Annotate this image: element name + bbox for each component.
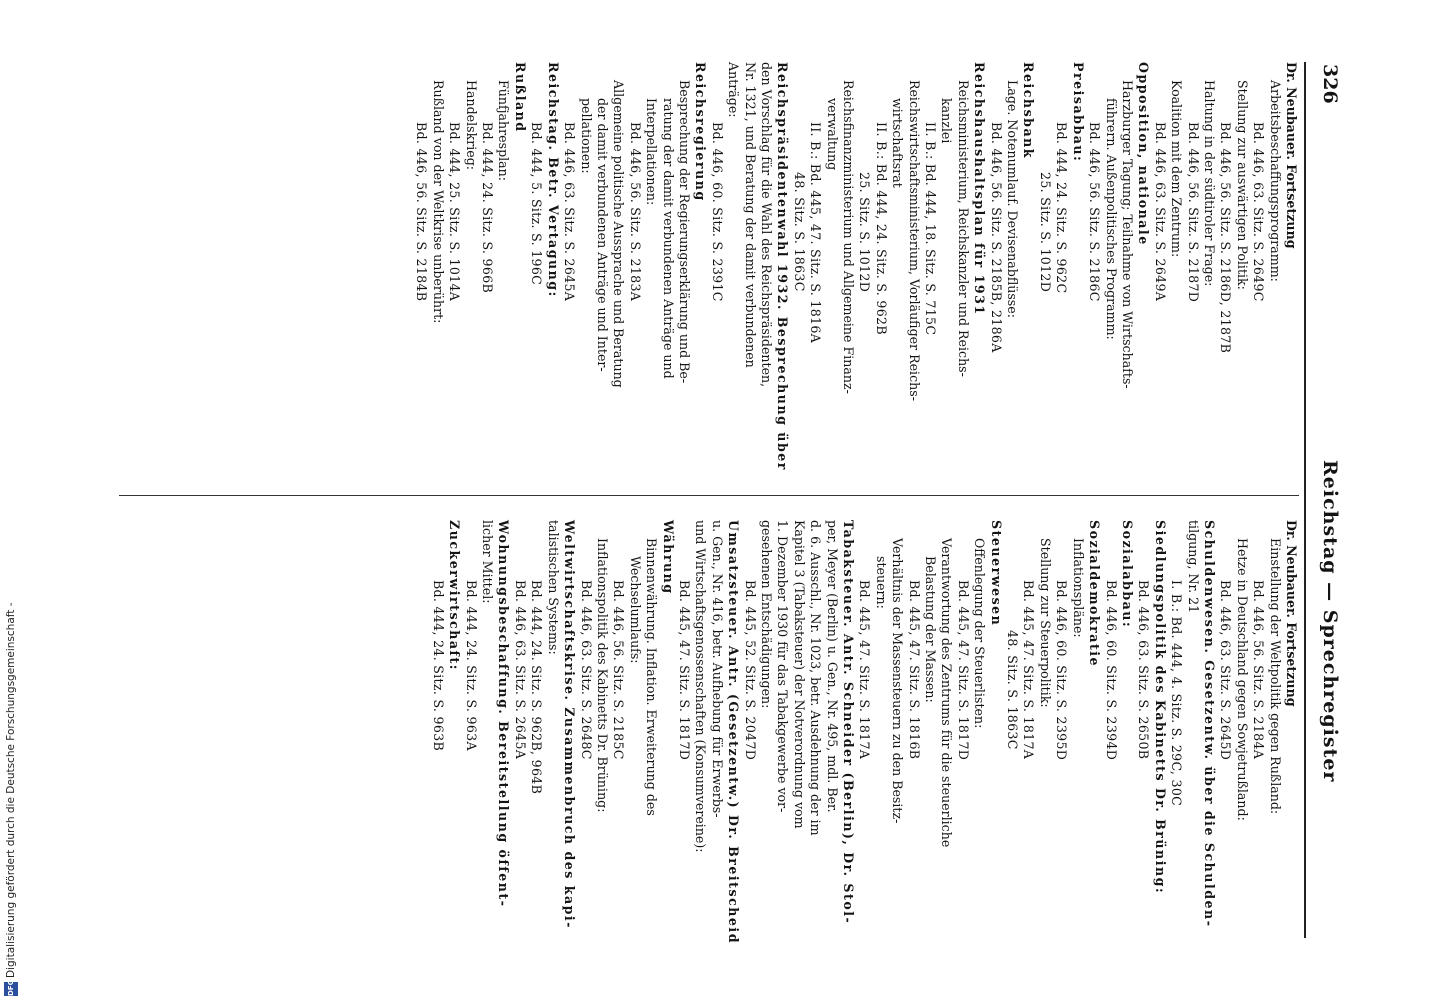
index-line: 1. Dezember 1930 für das Tabakgewerbe vor- [775, 520, 791, 813]
index-line: Zuckerwirtschaft: [447, 520, 463, 671]
index-line: Bd. 446, 56. Sitz. S. 2187D [1185, 122, 1201, 303]
index-line: Belastung der Massen: [923, 556, 939, 703]
index-line: Verhältnis der Massensteuern zu den Besitz- [890, 538, 906, 824]
index-line: Umsatzsteuer. Antr. (Gesetzentw.) Dr. Breitscheid [726, 520, 742, 945]
index-line: Inflationspolitik des Kabinetts Dr. Brüning: [594, 538, 610, 813]
index-line: Binnenwährung. Inflation. Erweiterung des [644, 538, 660, 816]
index-line: Handelskrieg: [463, 80, 479, 171]
index-line: Bd. 445, 47. Sitz. S. 1817A [857, 580, 873, 760]
index-line: Offenlegung der Steuerlisten: [972, 538, 988, 729]
index-line: Bd. 446, 60. Sitz. S. 2394D [1103, 580, 1119, 761]
index-line: Bd. 446, 63. Sitz. S. 2645A [512, 580, 528, 760]
index-line: Bd. 446, 56. Sitz. S. 2183A [627, 122, 643, 302]
index-line: Reichsbank [1021, 62, 1037, 160]
index-line: Bd. 446, 56. Sitz. S. 2185C [611, 580, 627, 760]
index-line: pellationen: [578, 98, 594, 174]
index-line: Bd. 444, 24. Sitz. S. 963B [430, 580, 446, 752]
index-line: Stellung zur Steuerpolitik: [1037, 538, 1053, 708]
index-line: II. B.: Bd. 444, 18. Sitz. S. 715C [923, 122, 939, 336]
index-line: Bd. 444, 25. Sitz. S. 1014A [447, 122, 463, 302]
index-line: Reichsregierung [693, 62, 709, 202]
index-line: Dr. Neubauer. Fortsetzung [1284, 520, 1299, 707]
index-line: Bd. 446, 63. Sitz. S. 2648C [578, 580, 594, 760]
index-line: Haltung in der südtiroler Frage: [1201, 80, 1217, 287]
index-line: Kapitel 3 (Tabaksteuer) der Notverordnung vom [791, 520, 807, 829]
index-line: Dr. Neubauer. Fortsetzung [1284, 62, 1299, 249]
index-line: Sozialdemokratie [1087, 520, 1103, 668]
index-line: Anträge: [726, 62, 742, 118]
index-line: d. 6. Ausschl., Nr. 1023, betr. Ausdehnung der im [808, 520, 824, 836]
index-line: Bd. 446, 63. Sitz. S. 2649A [1152, 122, 1168, 302]
left-column [413, 62, 1299, 482]
index-line: Bd. 446, 56. Sitz. S. 2186D, 2187B [1218, 122, 1234, 354]
index-line: Preisabbau: [1070, 62, 1086, 163]
index-line: I. B.: Bd. 444, 4. Sitz. S. 29C, 30C [1169, 580, 1185, 807]
index-line: Bd. 446, 63. Sitz. S. 2649C [1251, 122, 1267, 302]
index-line: Verantwortung des Zentrums für die steuerliche [939, 538, 955, 848]
index-line: Einstellung der Weltpolitik gegen Rußland: [1267, 538, 1283, 815]
index-line: Währung [660, 520, 676, 595]
index-line: Rußland von der Weltkrise unberührt: [430, 80, 446, 324]
index-line: Wechselumlaufs: [627, 556, 643, 664]
index-line: II. B.: Bd. 445, 47. Sitz. S. 1816A [808, 122, 824, 344]
index-line: tilgung, Nr. 21 [1185, 520, 1201, 614]
index-line: Reichspräsidentenwahl 1932. Besprechung über [775, 62, 791, 471]
index-line: Bd. 446, 60. Sitz. S. 2395D [1054, 580, 1070, 761]
index-line: Fünfjahresplan: [496, 80, 512, 182]
index-line: Rußland [512, 62, 528, 133]
index-line: Lage. Notenumlauf. Devisenabflüsse: [1005, 80, 1021, 318]
index-line: Besprechung der Regierungserklärung und Be- [676, 80, 692, 384]
index-line: Bd. 444, 24. Sitz. S. 966B [480, 122, 496, 294]
index-line: Bd. 446, 60. Sitz. S. 2391C [709, 122, 725, 302]
index-line: gesehenen Entschädigungen: [759, 520, 774, 709]
index-line: 25. Sitz. S. 1012D [857, 172, 873, 293]
index-line: Sozialabbau: [1119, 520, 1135, 629]
index-line: 25. Sitz. S. 1012D [1037, 172, 1053, 293]
index-line: den Vorschlag für die Wahl des Reichspräsidenten, [759, 62, 774, 388]
footer-text: Digitalisierung gefördert durch die Deutsche Forschungsgemeinschaft - [5, 602, 17, 978]
footer [2, 0, 20, 996]
index-line: Bd. 444, 5. Sitz. S. 196C [529, 122, 545, 286]
index-line: Bd. 446, 56. Sitz. S. 2185B, 2186A [988, 122, 1004, 353]
index-line: Bd. 445, 47. Sitz. S. 1817A [1021, 580, 1037, 760]
page-title: Reichstag — Sprechregister [1319, 460, 1341, 783]
index-line: Reichsministerium, Reichskanzler und Reichs- [955, 80, 971, 377]
index-line: Bd. 444, 24. Sitz. S. 962B, 964B [529, 580, 545, 795]
index-line: und Wirtschaftsgenossenschaften (Konsumvereine): [693, 520, 709, 853]
index-line: Bd. 445, 52. Sitz. S. 2047D [742, 580, 758, 761]
index-line: kanzlei [939, 98, 955, 144]
dfg-logo-icon: DFG [4, 982, 18, 996]
index-line: der damit verbundenen Anträge und Inter- [594, 98, 610, 372]
index-line: Opposition, nationale [1136, 62, 1152, 246]
index-line: u. Gen., Nr. 416, betr. Aufhebung für Erwerbs- [709, 520, 725, 818]
index-line: Siedlungspolitik des Kabinetts Dr. Brüning: [1152, 520, 1168, 895]
index-line: Bd. 444, 24. Sitz. S. 962C [1054, 122, 1070, 294]
header-rule [1304, 62, 1306, 938]
index-line: Tabaksteuer. Antr. Schneider (Berlin), Dr. Stol- [841, 520, 857, 925]
index-line: Koalition mit dem Zentrum: [1169, 80, 1185, 258]
index-line: wirtschaftsrat [890, 98, 906, 188]
index-line: führern. Außenpolitisches Programm: [1103, 98, 1119, 340]
index-line: 48. Sitz. S. 1863C [791, 172, 807, 292]
index-line: talistischen Systems: [545, 520, 561, 655]
index-line: Schuldenwesen. Gesetzentw. über die Schulden- [1201, 520, 1217, 928]
index-line: Steuerwesen [988, 520, 1004, 627]
index-line: Wohnungsbeschaffung. Bereitstellung öffent- [496, 520, 512, 908]
column-divider [119, 495, 1299, 496]
index-line: Allgemeine politische Aussprache und Beratung [611, 80, 627, 388]
index-line: ratung der damit verbundenen Anträge und [660, 98, 676, 379]
index-line: Bd. 444, 24. Sitz. S. 963A [463, 580, 479, 751]
index-line: 48. Sitz. S. 1863C [1005, 630, 1021, 750]
index-line: Stellung zur auswärtigen Politik: [1234, 80, 1250, 290]
index-line: Arbeitsbeschaffungsprogramm: [1267, 80, 1283, 282]
page-number: 326 [1319, 64, 1341, 104]
index-line: Bd. 445, 47. Sitz. S. 1817D [955, 580, 971, 761]
index-line: verwaltung [824, 98, 840, 171]
index-line: Reichshaushaltsplan für 1931 [972, 62, 988, 316]
index-line: Bd. 446, 63. Sitz. S. 2645D [1218, 580, 1234, 761]
right-column [429, 520, 1299, 945]
index-line: Bd. 446, 63. Sitz. S. 2645A [562, 122, 578, 302]
index-line: Interpellationen: [644, 98, 660, 206]
index-line: per, Meyer (Berlin) u. Gen., Nr. 495, mdl. Ber. [824, 520, 840, 813]
index-line: Bd. 445, 47. Sitz. S. 1816B [906, 580, 922, 760]
index-line: licher Mittel: [480, 520, 496, 604]
index-line: Weltwirtschaftskrise. Zusammenbruch des kapi- [562, 520, 578, 929]
index-line: Reichstag. Betr. Vertagung: [545, 62, 561, 298]
index-line: steuern: [873, 556, 889, 609]
index-line: Bd. 446, 63. Sitz. S. 2650B [1136, 580, 1152, 760]
index-line: Bd. 446, 56. Sitz. S. 2186C [1087, 122, 1103, 302]
index-line: Bd. 446, 56. Sitz. S. 2184A [1251, 580, 1267, 760]
index-line: Bd. 445, 47. Sitz. S. 1817D [676, 580, 692, 761]
index-line: Reichswirtschaftsministerium, Vorläufiger Reichs- [906, 80, 922, 401]
index-line: Harzburger Tagung; Teilnahme von Wirtschafts- [1119, 80, 1135, 389]
index-line: Hetze in Deutschland gegen Sowjetrußland: [1234, 538, 1250, 821]
index-line: II. B.: Bd. 444, 24. Sitz. S. 962B [873, 122, 889, 335]
index-line: Inflationspläne: [1070, 538, 1086, 638]
index-line: Bd. 446, 56. Sitz. S. 2184B [414, 122, 430, 302]
index-line: Reichsfinanzministerium und Allgemeine Finanz- [841, 80, 857, 394]
index-line: Nr. 1321, und Beratung der damit verbundenen [742, 62, 758, 368]
